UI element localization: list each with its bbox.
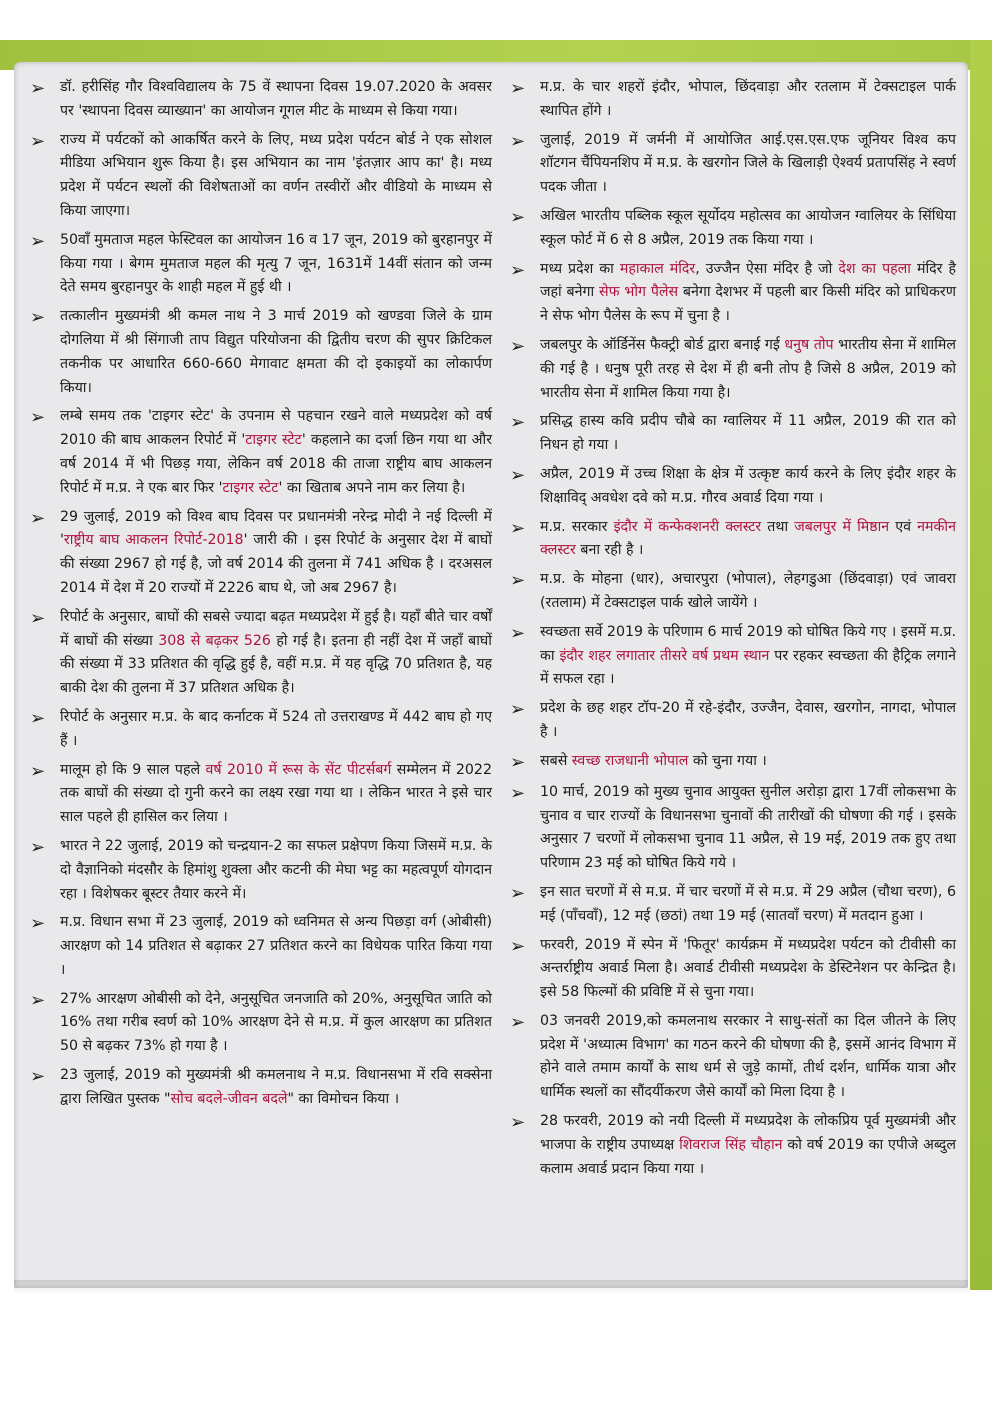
text-segment: सबसे	[540, 752, 572, 769]
text-segment: रिपोर्ट के अनुसार म.प्र. के बाद कर्नाटक में 524 तो उत्तराखण्ड में 442 बाघ हो गए हैं ।	[60, 708, 492, 749]
bullet-text	[60, 1064, 492, 1112]
text-segment: प्रसिद्ध हास्य कवि प्रदीप चौबे का ग्वालियर में 11 अप्रैल, 2019 की रात को निधन हो गया ।	[540, 413, 956, 454]
text-segment: भारत ने 22 जुलाई, 2019 को चन्द्रयान-2 का सफल प्रक्षेपण किया जिसमें म.प्र. के दो वैज्ञानिको मंदसौर के हिमांशु शुक्ला और कटनी की मेघा भट्ट का महत्वपूर्ण योगदान रहा । विशेषकर बूस्टर तैयार करने में।	[60, 837, 492, 902]
bullet-text	[540, 697, 956, 745]
highlighted-text: टाइगर स्टेट	[222, 479, 279, 496]
bullet-item	[510, 410, 956, 458]
arrow-bullet-icon: ➢	[510, 130, 526, 152]
bullet-text	[60, 76, 492, 124]
arrow-bullet-icon: ➢	[30, 913, 46, 935]
arrow-bullet-icon: ➢	[30, 836, 46, 858]
text-segment: " का विमोचन किया ।	[287, 1090, 400, 1107]
arrow-bullet-icon: ➢	[510, 699, 526, 721]
bullet-item	[510, 129, 956, 200]
text-segment: जबलपुर के ऑर्डिनेंस फैक्ट्री बोर्ड द्वारा बनाई गई	[540, 336, 785, 353]
bullet-item	[510, 568, 956, 616]
bullet-text	[540, 205, 956, 253]
text-segment: रिपोर्ट के अनुसार, बाघों की सबसे ज्यादा बढ़त मध्यप्रदेश में हुई है। यहाँ बीते चार वर्षों में बाघों की संख्या	[60, 608, 492, 649]
text-segment: 28 फरवरी, 2019 को नयी दिल्ली में मध्यप्रदेश के लोकप्रिय पूर्व मुख्यमंत्री और भाजपा के राष्ट्रीय उपाध्यक्ष	[540, 1113, 956, 1153]
text-segment: अखिल भारतीय पब्लिक स्कूल सूर्योदय महोत्सव का आयोजन ग्वालियर के सिंधिया स्कूल फोर्ट में 6 से 8 अप्रैल, 2019 तक किया गया ।	[540, 207, 956, 248]
bullet-text	[540, 129, 956, 200]
bullet-item	[510, 881, 956, 929]
arrow-bullet-icon: ➢	[510, 1112, 526, 1134]
text-segment: लम्बे समय तक 'टाइगर स्टेट' के उपनाम से पहचान रखने वाले मध्यप्रदेश को वर्ष 2010 की बाघ आकलन रिपोर्ट में '	[60, 408, 492, 449]
arrow-bullet-icon: ➢	[30, 760, 46, 782]
highlighted-text: इंदौर में कन्फेक्शनरी क्लस्टर	[613, 518, 762, 535]
arrow-bullet-icon: ➢	[30, 307, 46, 329]
arrow-bullet-icon: ➢	[510, 1011, 526, 1033]
arrow-bullet-icon: ➢	[510, 335, 526, 357]
arrow-bullet-icon: ➢	[30, 1066, 46, 1088]
bullet-item	[510, 781, 956, 876]
arrow-bullet-icon: ➢	[510, 935, 526, 957]
bullet-item	[510, 750, 956, 776]
text-segment: 50वाँ मुमताज महल फेस्टिवल का आयोजन 16 व 17 जून, 2019 को बुरहानपुर में किया गया । बेगम मुमताज महल की मृत्यु 7 जून, 1631में 14वीं संतान को जन्म देते समय बुरहानपुर के शाही महल में हुई थी ।	[60, 231, 492, 296]
bullet-text	[540, 750, 956, 774]
text-segment: स्वच्छता सर्वे 2019 के परिणाम 6 मार्च 2019 को घोषित किये गए । इसमें म.प्र. का	[540, 623, 956, 664]
bullet-text	[60, 835, 492, 906]
bullet-text	[540, 781, 956, 876]
text-segment: राज्य में पर्यटकों को आकर्षित करने के लिए, मध्य प्रदेश पर्यटन बोर्ड ने एक सोशल मीडिया अभियान शुरू किया है। इस अभियान का नाम 'इंतज़ार आप का' है। मध्य प्रदेश में पर्यटन स्थलों की विशेषताओं का वर्णन तस्वीरों और वीडियो के माध्यम से किया जाएगा।	[60, 131, 492, 219]
text-segment: 10 मार्च, 2019 को मुख्य चुनाव आयुक्त सुनील अरोड़ा द्वारा 17वीं लोकसभा के चुनाव व चार राज्यों के विधानसभा चुनावों की तारीखों की घोषणा की गई । इसके अनुसार 7 चरणों में लोकसभा चुनाव 11 अप्रैल, से 19 मई, 2019 तक हुए तथा परिणाम 23 मई को घोषित किये गये ।	[540, 783, 956, 872]
text-segment: मालूम हो कि 9 साल पहले	[60, 761, 206, 778]
bullet-text	[60, 129, 492, 224]
bullet-item	[30, 1064, 492, 1112]
bullet-item	[510, 516, 956, 564]
text-segment: 29 जुलाई, 2019 को विश्व बाघ दिवस पर प्रधानमंत्री नरेन्द्र मोदी ने नई दिल्ली में '	[60, 508, 492, 549]
bullet-item	[510, 621, 956, 692]
text-segment: डॉ. हरीसिंह गौर विश्वविद्यालय के 75 वें स्थापना दिवस 19.07.2020 के अवसर पर 'स्थापना दिवस व्याख्यान' का आयोजन गूगल मीट के माध्यम से किया गया।	[60, 79, 492, 119]
bullet-text	[60, 911, 492, 982]
bullet-text	[540, 410, 956, 458]
text-segment: ' कहलाने का दर्जा छिन गया था और वर्ष 2014 में भी पिछड़ गया, लेकिन वर्ष 2018 की ताजा राष्ट्रीय बाघ आकलन रिपोर्ट में म.प्र. ने एक बार फिर '	[60, 432, 493, 496]
bullet-text	[540, 334, 956, 405]
bullet-item	[30, 129, 492, 224]
bullet-text	[540, 1110, 956, 1181]
text-segment: मंदिर है जहां बनेगा	[540, 260, 956, 301]
bullet-item	[510, 205, 956, 253]
bullet-item	[30, 76, 492, 124]
highlighted-text: नमकीन क्लस्टर	[540, 518, 956, 559]
text-segment: मध्य प्रदेश का	[540, 260, 620, 277]
text-segment: बना रही है ।	[575, 542, 644, 559]
highlighted-text: स्वच्छ राजधानी भोपाल	[571, 752, 689, 769]
bullet-item	[30, 405, 492, 500]
bullet-text	[60, 988, 492, 1059]
highlighted-text: महाकाल मंदिर	[619, 260, 696, 277]
bullet-item	[510, 334, 956, 405]
bullet-text	[540, 881, 956, 929]
bullet-text	[540, 1010, 956, 1105]
bullet-item	[510, 463, 956, 511]
arrow-bullet-icon: ➢	[510, 412, 526, 434]
bullet-item	[30, 305, 492, 400]
arrow-bullet-icon: ➢	[30, 507, 46, 529]
text-segment: पर रहकर स्वच्छता की हैट्रिक लगाने में सफल रहा ।	[540, 647, 956, 688]
text-segment: म.प्र. विधान सभा में 23 जुलाई, 2019 को ध्वनिमत से अन्य पिछड़ा वर्ग (ओबीसी) आरक्षण को 14 प्रतिशत से बढ़ाकर 27 प्रतिशत करने का विधेयक पारित किया गया ।	[60, 914, 492, 978]
bullet-text	[540, 516, 956, 564]
bullet-item	[30, 606, 492, 701]
arrow-bullet-icon: ➢	[510, 517, 526, 539]
bullet-text	[60, 305, 492, 400]
bullet-item	[30, 759, 492, 830]
highlighted-text: धनुष तोप	[784, 336, 834, 353]
bullet-item	[30, 506, 492, 601]
text-segment: जुलाई, 2019 में जर्मनी में आयोजित आई.एस.एस.एफ जूनियर विश्व कप शॉटगन चैंपियनशिप में म.प्र. के खरगोन जिले के खिलाड़ी ऐश्वर्य प्रतापसिंह ने स्वर्ण पदक जीता ।	[540, 131, 956, 196]
bullet-text	[540, 621, 956, 692]
text-segment: अप्रैल, 2019 में उच्च शिक्षा के क्षेत्र में उत्कृष्ट कार्य करने के लिए इंदौर शहर के शिक्षाविद् अवधेश दवे को म.प्र. गौरव अवार्ड दिया गया ।	[540, 465, 956, 506]
text-segment: म.प्र. के चार शहरों इंदौर, भोपाल, छिंदवाड़ा और रतलाम में टेक्सटाइल पार्क स्थापित होंगे ।	[540, 79, 956, 119]
arrow-bullet-icon: ➢	[30, 407, 46, 429]
highlighted-text: इंदौर शहर लगातार तीसरे वर्ष प्रथम स्थान	[559, 647, 770, 664]
arrow-bullet-icon: ➢	[510, 259, 526, 281]
bullet-item	[30, 706, 492, 754]
text-segment: 03 जनवरी 2019,को कमलनाथ सरकार ने साधु-संतों का दिल जीतने के लिए प्रदेश में 'अध्यात्म विभाग' का गठन करने की घोषणा की है, इसमें आनंद विभाग में होने वाले तमाम कार्यों के साथ धर्म से जुड़े कामों, तीर्थ दर्शन, धार्मिक यात्रा और धार्मिक स्थलों का सौंदर्यीकरण जैसे कार्यों को मिला दिया है ।	[540, 1012, 956, 1101]
highlighted-text: राष्ट्रीय बाघ आकलन रिपोर्ट-2018	[63, 532, 244, 549]
text-segment: 27% आरक्षण ओबीसी को देने, अनुसूचित जनजाति को 20%, अनुसूचित जाति को 16% तथा गरीब स्वर्ण को 10% आरक्षण देने से म.प्र. में कुल आरक्षण का प्रतिशत 50 से बढ़कर 73% हो गया है ।	[60, 990, 492, 1055]
text-segment: म.प्र. के मोहना (धार), अचारपुरा (भोपाल), लेहगडुआ (छिंदवाड़ा) एवं जावरा (रतलाम) में टेक्सटाइल पार्क खोले जायेंगे ।	[540, 571, 956, 611]
text-segment: सम्मेलन में 2022 तक बाघों की संख्या दो गुनी करने का लक्ष्य रखा गया था । लेकिन भारत ने इसे चार साल पहले ही हासिल कर लिया ।	[60, 761, 492, 826]
text-segment: तत्कालीन मुख्यमंत्री श्री कमल नाथ ने 3 मार्च 2019 को खण्डवा जिले के ग्राम दोगलिया में श्री सिंगाजी ताप विद्युत परियोजना की द्वितीय चरण की सुपर क्रिटिकल तकनीक पर आधारित 660-660 मेगावाट क्षमता की दो इकाइयों का लोकार्पण किया।	[60, 308, 492, 396]
text-segment: तथा	[761, 518, 795, 535]
arrow-bullet-icon: ➢	[510, 622, 526, 644]
bullet-text	[540, 934, 956, 1005]
bullet-item	[510, 1010, 956, 1105]
arrow-bullet-icon: ➢	[30, 607, 46, 629]
text-segment: को वर्ष 2019 का एपीजे अब्दुल कलाम अवार्ड प्रदान किया गया ।	[540, 1136, 956, 1177]
left-column	[30, 76, 492, 1117]
highlighted-text: वर्ष 2010 में रूस के सेंट पीटर्सबर्ग	[205, 761, 392, 778]
text-segment: को चुना गया ।	[688, 752, 767, 769]
highlighted-text: देश का पहला	[838, 260, 911, 277]
text-segment: फरवरी, 2019 में स्पेन में 'फितूर' कार्यक्रम में मध्यप्रदेश पर्यटन को टीवीसी का अन्तर्राष्ट्रीय अवार्ड मिला है। अवार्ड टीवीसी मध्यप्रदेश के डेस्टिनेशन पर केन्द्रित है। इसे 58 फिल्मों की प्रविष्टि में से चुना गया।	[540, 936, 956, 1001]
bullet-item	[30, 911, 492, 982]
bullet-text	[60, 606, 492, 701]
bullet-item	[30, 835, 492, 906]
arrow-bullet-icon: ➢	[510, 464, 526, 486]
text-segment: म.प्र. सरकार	[540, 518, 614, 535]
arrow-bullet-icon: ➢	[510, 78, 526, 99]
text-segment: 23 जुलाई, 2019 को मुख्यमंत्री श्री कमलनाथ ने म.प्र. विधानसभा में रवि सक्सेना द्वारा लिखित पुस्तक "	[60, 1067, 492, 1107]
bullet-item	[510, 697, 956, 745]
bullet-text	[60, 706, 492, 754]
highlighted-text: 308 से बढ़कर 526	[158, 632, 271, 649]
right-column	[510, 76, 956, 1186]
arrow-bullet-icon: ➢	[30, 989, 46, 1011]
highlighted-text: सोच बदले-जीवन बदले	[170, 1090, 288, 1107]
text-segment: हो गई है। इतना ही नहीं देश में जहाँ बाघों की संख्या में 33 प्रतिशत की वृद्धि हुई है, वहीं म.प्र. में यह वृद्धि 70 प्रतिशत है, यह बाकी देश की तुलना में 37 प्रतिशत अधिक है।	[60, 632, 492, 697]
arrow-bullet-icon: ➢	[510, 206, 526, 228]
arrow-bullet-icon: ➢	[30, 230, 46, 252]
page-shadow	[14, 1280, 968, 1294]
text-segment: बनेगा देशभर में पहली बार किसी मंदिर को प्राधिकरण ने सेफ भोग पैलेस के रूप में चुना है ।	[540, 284, 956, 325]
bullet-item	[510, 258, 956, 329]
bullet-text	[60, 506, 492, 601]
arrow-bullet-icon: ➢	[510, 882, 526, 904]
bullet-text	[540, 258, 956, 329]
bullet-item	[510, 76, 956, 124]
text-segment: इन सात चरणों में से म.प्र. में चार चरणों में से म.प्र. में 29 अप्रैल (चौथा चरण), 6 मई (पाँचवाँ), 12 मई (छठां) तथा 19 मई (सातवाँ चरण) में मतदान हुआ ।	[540, 883, 956, 924]
bullet-item	[510, 1110, 956, 1181]
bullet-text	[60, 405, 492, 500]
text-segment: ' का खिताब अपने नाम कर लिया है।	[278, 479, 466, 496]
highlighted-text: जबलपुर में मिष्ठान	[794, 518, 890, 535]
bullet-item	[30, 988, 492, 1059]
arrow-bullet-icon: ➢	[510, 782, 526, 804]
bullet-text	[540, 76, 956, 124]
bullet-item	[30, 229, 492, 300]
bullet-text	[60, 229, 492, 300]
bullet-text	[540, 463, 956, 511]
highlighted-text: टाइगर स्टेट	[245, 432, 302, 449]
bullet-text	[60, 759, 492, 830]
text-segment: एवं	[889, 518, 918, 535]
arrow-bullet-icon: ➢	[510, 751, 526, 773]
highlighted-text: सेफ भोग पैलेस	[599, 284, 679, 301]
bullet-item	[510, 934, 956, 1005]
green-cover-edge-right	[970, 40, 992, 1290]
text-segment: भारतीय सेना में शामिल की गई है । धनुष पूरी तरह से देश में ही बनी तोप है जिसे 8 अप्रैल, 2019 को भारतीय सेना में शामिल किया गया है।	[540, 336, 956, 401]
arrow-bullet-icon: ➢	[30, 130, 46, 152]
arrow-bullet-icon: ➢	[510, 570, 526, 592]
text-segment: प्रदेश के छह शहर टॉप-20 में रहे-इंदौर, उज्जैन, देवास, खरगोन, नागदा, भोपाल है ।	[540, 700, 956, 740]
bullet-text	[540, 568, 956, 616]
text-segment: , उज्जैन ऐसा मंदिर है जो	[695, 260, 839, 277]
highlighted-text: शिवराज सिंह चौहान	[679, 1136, 783, 1153]
text-segment: ' जारी की । इस रिपोर्ट के अनुसार देश में बाघों की संख्या 2967 हो गई है, जो वर्ष 2014 की तुलना में 741 अधिक है । दरअसल 2014 में देश में 20 राज्यों में 2226 बाघ थे, जो अब 2967 है।	[60, 532, 492, 596]
arrow-bullet-icon: ➢	[30, 78, 46, 99]
arrow-bullet-icon: ➢	[30, 707, 46, 729]
